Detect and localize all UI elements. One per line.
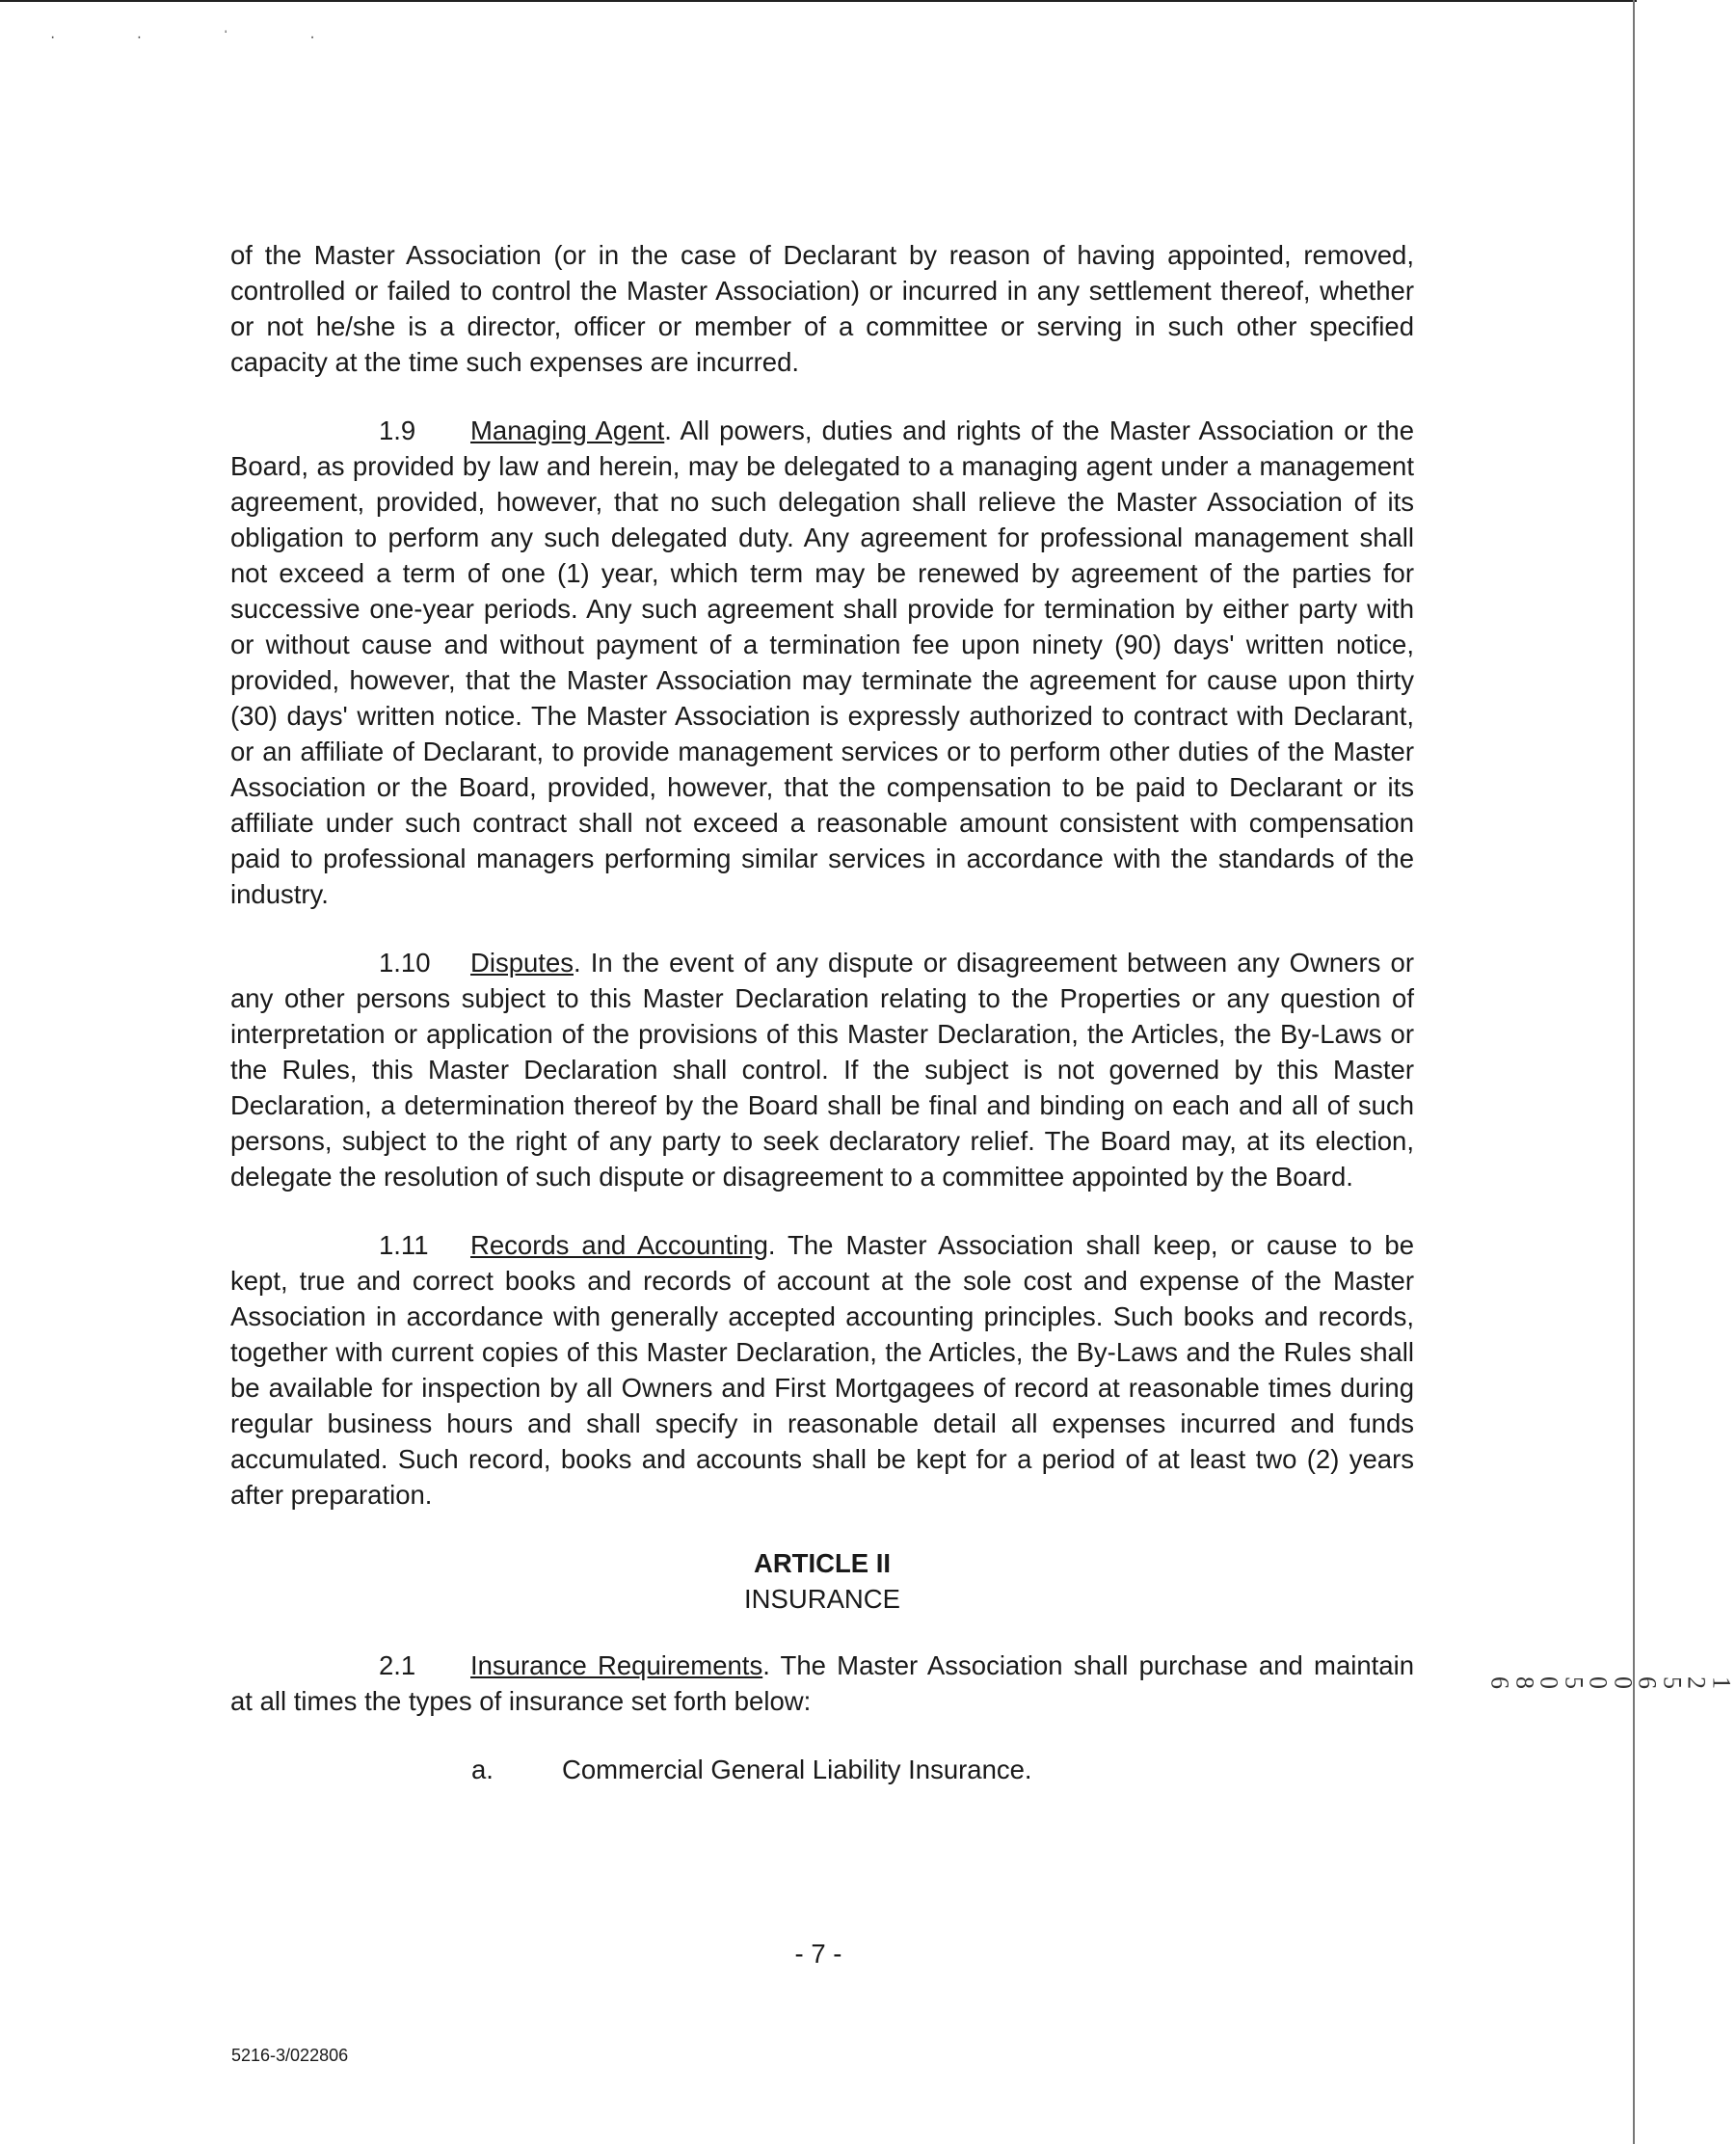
item-text: Commercial General Liability Insurance.: [562, 1755, 1032, 1784]
section-1-9: [230, 413, 1414, 912]
margin-stamp: [1486, 1560, 1736, 1806]
section-heading: Disputes: [470, 948, 574, 978]
section-text: . The Master Association shall purchase and maintain at all times the types of insurance set forth below:: [230, 1650, 1414, 1716]
paragraph-continuation: of the Master Association (or in the case of Declarant by reason of having appointed, removed, controlled or failed to control the Master Association) or incurred in any settlement thereof, whether or not he/she is a director, officer or member of a committee or serving in such other specified capacity at the time such expenses are incurred.: [230, 240, 1414, 377]
section-number: 1.10: [379, 948, 431, 978]
section-number: 1.9: [379, 415, 416, 445]
section-text: . The Master Association shall keep, or cause to be kept, true and correct books and records of account at the sole cost and expense of the Master Association in accordance with generally accepted accounting principles. Such books and records, together with current copies of this Master Declaration, the Articles, the By-Laws and the Rules shall be available for inspection by all Owners and First Mortgagees of record at reasonable times during regular business hours and shall specify in reasonable detail all expenses incurred and funds accumulated. Such record, books and accounts shall be kept for a period of at least two (2) years after preparation.: [230, 1230, 1415, 1510]
section-heading: Insurance Requirements: [470, 1650, 763, 1680]
section-heading: Managing Agent: [470, 415, 665, 445]
scan-right-edge: [1633, 0, 1635, 2144]
article-number: ARTICLE II: [753, 1548, 892, 1578]
page-number: - 7 -: [794, 1939, 842, 1969]
scan-specks: · · ˈ ·: [50, 29, 354, 45]
article-heading: [230, 1545, 1414, 1617]
section-text: . All powers, duties and rights of the Master Association or the Board, as provided by law and herein, may be delegated to a managing agent under a management agreement, provided, however, that no such delegation shall relieve the Master Association of its obligation to perform any such delegated duty. Any agreement for professional management shall not exceed a term of one (1) year, which term may be renewed by agreement of the parties for successive one-year periods. Any such agreement shall provide for termination by either party with or without cause and without payment of a termination fee upon ninety (90) days' written notice, provided, however, that the Master Association may terminate the agreement for cause upon thirty (30) days' written notice. The Master Association is expressly authorized to contract with Declarant, or an affiliate of Declarant, to provide management services or to perform other duties of the Master Association or the Board, provided, however, that the compensation to be paid to Declarant or its affiliate under such contract shall not exceed a reasonable amount consistent with compensation paid to professional managers performing similar services in accordance with the standards of the industry.: [230, 415, 1414, 909]
section-heading: Records and Accounting: [470, 1230, 768, 1260]
list-item-a: [230, 1752, 1414, 1787]
section-number: 1.11: [379, 1230, 429, 1260]
section-number: 2.1: [379, 1650, 416, 1680]
scan-top-edge: [0, 0, 1637, 2]
section-2-1: [230, 1648, 1414, 1719]
section-1-10: [230, 945, 1414, 1194]
footer-code: 5216-3/022806: [231, 2046, 349, 2065]
margin-stamp-text: 1 2 5 6 0 0 5 0 8 6: [1486, 1676, 1736, 1689]
document-body: [230, 237, 1414, 1787]
section-text: . In the event of any dispute or disagreement between any Owners or any other persons subject to this Master Declaration relating to the Properties or any question of interpretation or application of the provisions of this Master Declaration, the Articles, the By-Laws or the Rules, this Master Declaration shall control. If the subject is not governed by this Master Declaration, a determination thereof by the Board shall be final and binding on each and all of such persons, subject to the right of any party to seek declaratory relief. The Board may, at its election, delegate the resolution of such dispute or disagreement to a committee appointed by the Board.: [230, 948, 1414, 1192]
section-1-11: [230, 1227, 1414, 1513]
item-letter: a.: [471, 1755, 494, 1784]
article-title: INSURANCE: [744, 1584, 900, 1614]
